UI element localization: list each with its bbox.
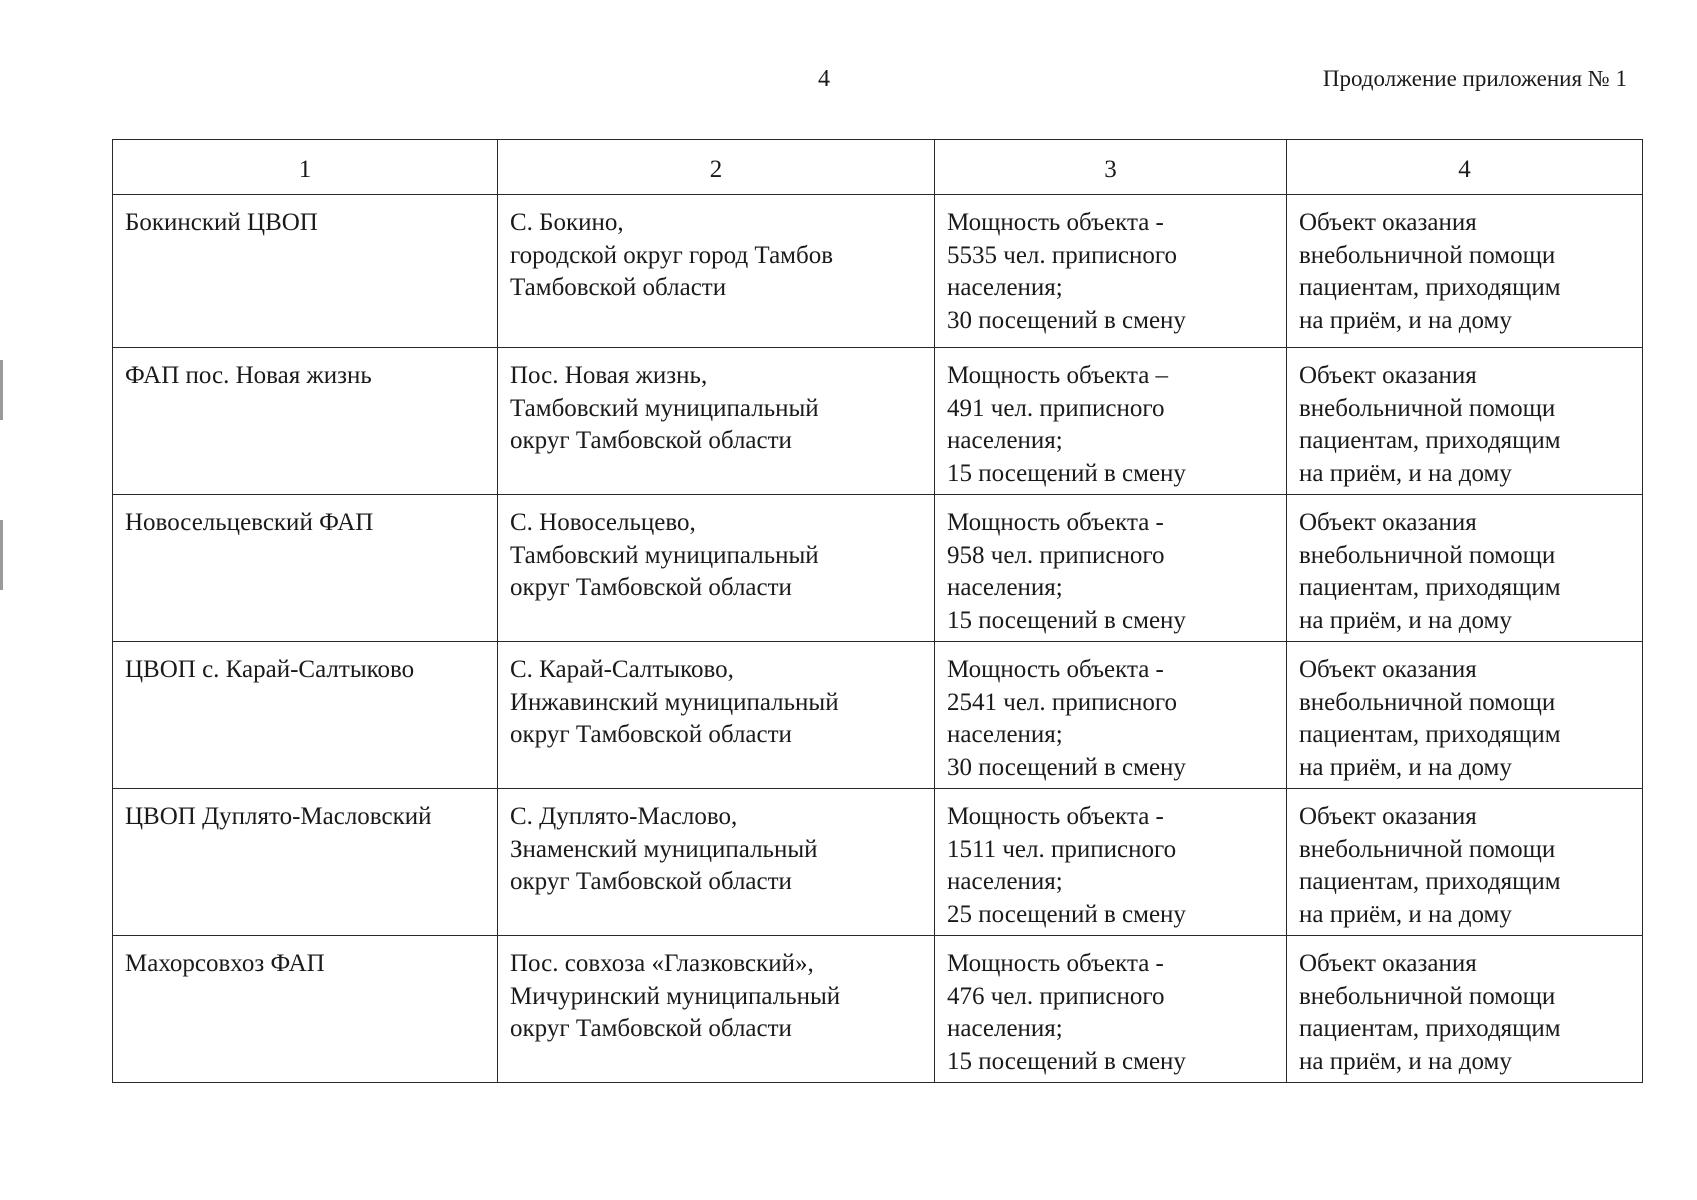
location-line: Тамбовской области: [510, 274, 727, 301]
capacity-line: 25 посещений в смену: [947, 900, 1186, 928]
location-line: округ Тамбовской области: [510, 868, 792, 895]
location-line: Инжавинский муниципальный: [510, 688, 839, 716]
capacity-line: 15 посещений в смену: [947, 1047, 1186, 1075]
facility-capacity-cell: [935, 348, 1287, 495]
capacity-line: 958 чел. приписного: [947, 541, 1165, 569]
facility-purpose-cell: [1287, 642, 1643, 789]
table-row: [113, 495, 1643, 642]
capacity-line: Мощность объекта -: [947, 656, 1164, 683]
location-line: Пос. Новая жизнь,: [510, 362, 708, 389]
purpose-line: внебольничной помощи: [1299, 394, 1556, 422]
purpose-line: на приём, и на дому: [1299, 306, 1512, 334]
facility-location-cell: [498, 642, 935, 789]
facilities-table: [112, 139, 1643, 1083]
purpose-line: пациентам, приходящим: [1299, 427, 1561, 454]
capacity-line: 1511 чел. приписного: [947, 835, 1177, 863]
appendix-note: Продолжение приложения № 1: [1322, 66, 1627, 91]
facility-name-cell: [113, 789, 498, 936]
table-row: [113, 789, 1643, 936]
purpose-line: внебольничной помощи: [1299, 835, 1556, 863]
purpose-line: на приём, и на дому: [1299, 900, 1512, 928]
facility-name: Новосельцевский ФАП: [125, 509, 374, 536]
facility-location-cell: [498, 348, 935, 495]
facility-name-cell: [113, 195, 498, 348]
purpose-line: Объект оказания: [1299, 803, 1477, 830]
purpose-line: Объект оказания: [1299, 362, 1477, 389]
purpose-line: пациентам, приходящим: [1299, 721, 1561, 748]
facility-location-cell: [498, 936, 935, 1083]
location-line: С. Новосельцево,: [510, 509, 696, 536]
facility-purpose-cell: [1287, 789, 1643, 936]
facility-name: ФАП пос. Новая жизнь: [125, 362, 372, 389]
capacity-line: 476 чел. приписного: [947, 982, 1165, 1010]
table-row: [113, 195, 1643, 348]
capacity-line: населения;: [947, 868, 1063, 895]
purpose-line: пациентам, приходящим: [1299, 574, 1561, 601]
facility-capacity-cell: [935, 495, 1287, 642]
purpose-line: Объект оказания: [1299, 656, 1477, 683]
facility-name: Махорсовхоз ФАП: [125, 950, 325, 977]
location-line: Тамбовский муниципальный: [510, 541, 819, 569]
purpose-line: Объект оказания: [1299, 950, 1477, 977]
capacity-line: 15 посещений в смену: [947, 459, 1186, 487]
purpose-line: пациентам, приходящим: [1299, 868, 1561, 895]
scan-edge-mark-lower: [0, 520, 3, 590]
capacity-line: 15 посещений в смену: [947, 606, 1186, 634]
location-line: городской округ город Тамбов: [510, 241, 834, 269]
capacity-line: 2541 чел. приписного: [947, 688, 1178, 716]
purpose-line: пациентам, приходящим: [1299, 1015, 1561, 1042]
facility-name: ЦВОП с. Карай-Салтыково: [125, 656, 415, 683]
purpose-line: Объект оказания: [1299, 509, 1477, 536]
table-row: [113, 348, 1643, 495]
location-line: округ Тамбовской области: [510, 427, 792, 454]
facility-name: Бокинский ЦВОП: [125, 209, 318, 236]
facility-name-cell: [113, 495, 498, 642]
location-line: Пос. совхоза «Глазковский»,: [510, 950, 814, 977]
location-line: округ Тамбовской области: [510, 1015, 792, 1042]
facility-name-cell: [113, 936, 498, 1083]
capacity-line: Мощность объекта –: [947, 362, 1169, 389]
location-line: С. Дуплято-Маслово,: [510, 803, 738, 830]
capacity-line: населения;: [947, 1015, 1063, 1042]
page-number: 4: [818, 66, 830, 92]
capacity-line: населения;: [947, 427, 1063, 454]
location-line: Знаменский муниципальный: [510, 835, 818, 863]
purpose-line: внебольничной помощи: [1299, 982, 1556, 1010]
capacity-line: 30 посещений в смену: [947, 306, 1186, 334]
purpose-line: внебольничной помощи: [1299, 241, 1556, 269]
purpose-line: внебольничной помощи: [1299, 541, 1556, 569]
facility-location-cell: [498, 195, 935, 348]
capacity-line: 491 чел. приписного: [947, 394, 1165, 422]
facility-name: ЦВОП Дуплято-Масловский: [125, 803, 432, 830]
purpose-line: на приём, и на дому: [1299, 606, 1512, 634]
column-header-1: 1: [113, 140, 498, 195]
table-row: [113, 642, 1643, 789]
capacity-line: Мощность объекта -: [947, 803, 1164, 830]
capacity-line: населения;: [947, 574, 1063, 601]
facility-location-cell: [498, 789, 935, 936]
location-line: С. Карай-Салтыково,: [510, 656, 734, 683]
scan-edge-mark-upper: [0, 360, 3, 420]
capacity-line: населения;: [947, 721, 1063, 748]
column-header-4: 4: [1287, 140, 1643, 195]
capacity-line: населения;: [947, 274, 1063, 301]
purpose-line: пациентам, приходящим: [1299, 274, 1561, 301]
facility-name-cell: [113, 642, 498, 789]
facility-purpose-cell: [1287, 495, 1643, 642]
facility-capacity-cell: [935, 195, 1287, 348]
purpose-line: внебольничной помощи: [1299, 688, 1556, 716]
location-line: округ Тамбовской области: [510, 574, 792, 601]
table-header-row: [113, 140, 1643, 195]
facility-location-cell: [498, 495, 935, 642]
location-line: Тамбовский муниципальный: [510, 394, 819, 422]
capacity-line: Мощность объекта -: [947, 950, 1164, 977]
facility-purpose-cell: [1287, 348, 1643, 495]
purpose-line: на приём, и на дому: [1299, 1047, 1512, 1075]
location-line: Мичуринский муниципальный: [510, 982, 841, 1010]
facility-purpose-cell: [1287, 936, 1643, 1083]
location-line: С. Бокино,: [510, 209, 624, 236]
location-line: округ Тамбовской области: [510, 721, 792, 748]
facility-purpose-cell: [1287, 195, 1643, 348]
facility-capacity-cell: [935, 936, 1287, 1083]
table-row: [113, 936, 1643, 1083]
facility-name-cell: [113, 348, 498, 495]
facility-capacity-cell: [935, 789, 1287, 936]
purpose-line: Объект оказания: [1299, 209, 1477, 236]
purpose-line: на приём, и на дому: [1299, 753, 1512, 781]
purpose-line: на приём, и на дому: [1299, 459, 1512, 487]
capacity-line: Мощность объекта -: [947, 509, 1164, 536]
capacity-line: Мощность объекта -: [947, 209, 1164, 236]
column-header-3: 3: [935, 140, 1287, 195]
capacity-line: 30 посещений в смену: [947, 753, 1186, 781]
capacity-line: 5535 чел. приписного: [947, 241, 1178, 269]
facility-capacity-cell: [935, 642, 1287, 789]
column-header-2: 2: [498, 140, 935, 195]
